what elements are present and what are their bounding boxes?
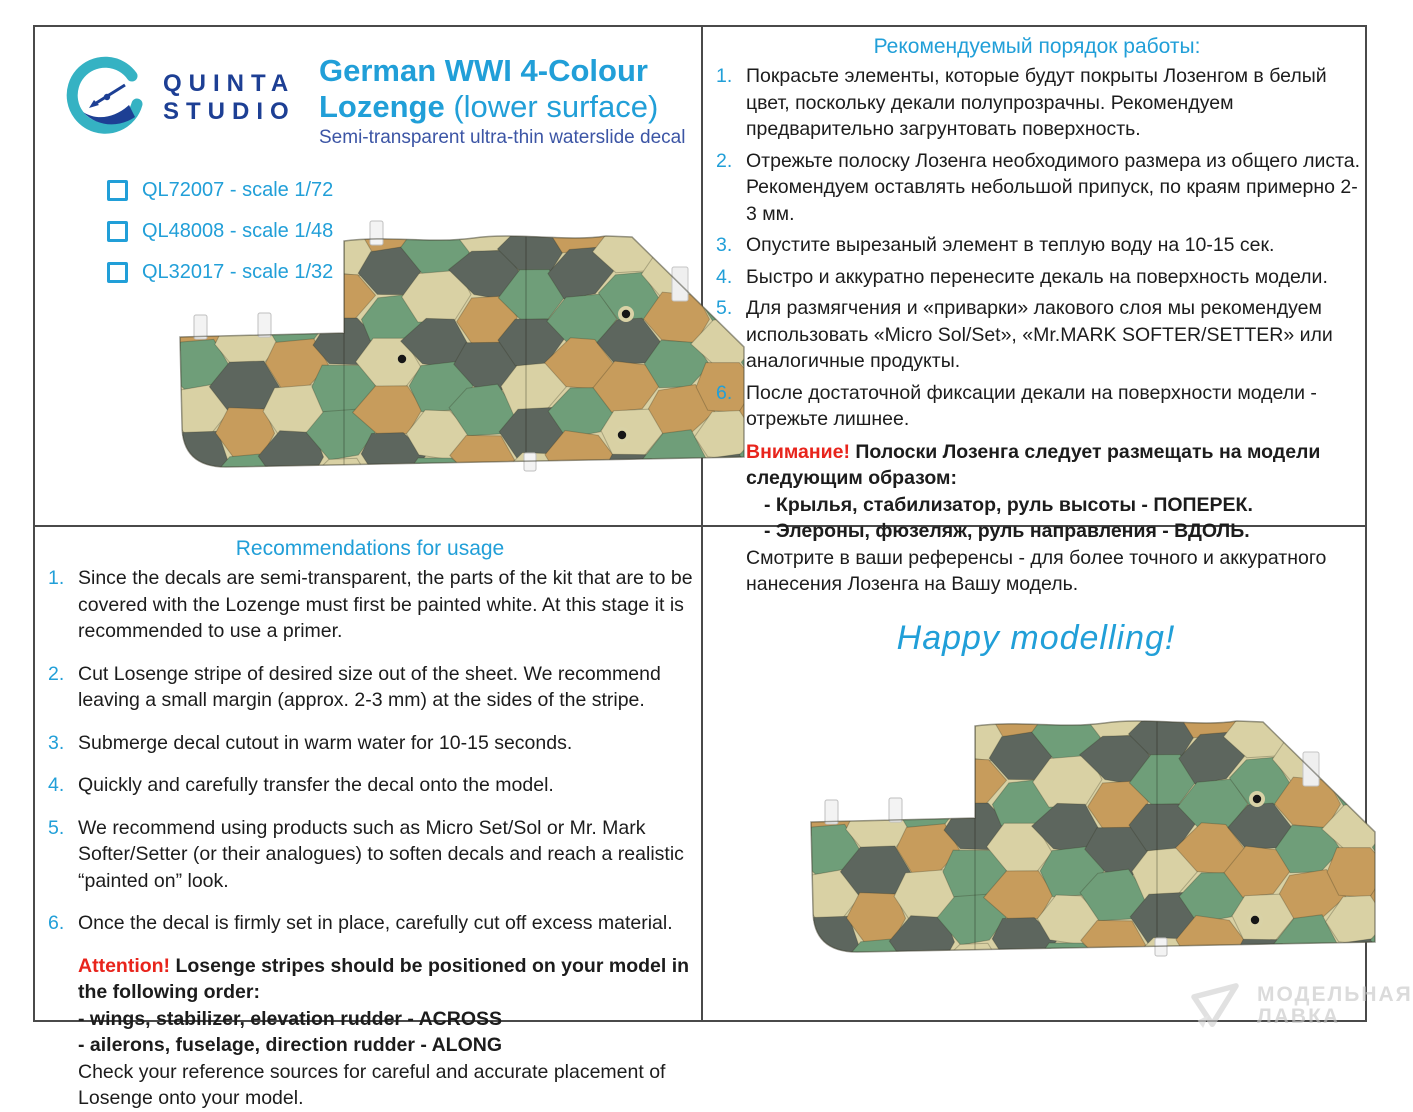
instructions-ru-panel [703, 27, 1369, 525]
lozenge-decal-photo-bottom [805, 694, 1371, 972]
product-row [107, 179, 333, 202]
ru-attention-item: - Крылья, стабилизатор, руль высоты - ПОПЕРЕК. [746, 492, 1361, 519]
step-item [45, 910, 695, 937]
product-checkbox[interactable] [107, 262, 128, 283]
step-item [45, 730, 695, 757]
en-attention-block [45, 953, 695, 1112]
header-panel [35, 27, 701, 525]
ru-attention-note: Смотрите в ваши референсы - для более точного и аккуратного нанесения Лозенга на Вашу модель. [746, 545, 1361, 598]
step-item [713, 295, 1361, 375]
step-text: Quickly and carefully transfer the decal onto the model. [78, 774, 554, 796]
en-attention-note: Check your reference sources for careful and accurate placement of Losenge onto your model. [78, 1059, 695, 1112]
watermark-logo-icon [1183, 978, 1247, 1034]
step-text: После достаточной фиксации декали на поверхности модели - отрежьте лишнее. [746, 382, 1317, 431]
happy-modelling-text: Happy modelling! [703, 619, 1369, 658]
attention-label: Attention! [78, 955, 170, 977]
step-item [45, 815, 695, 895]
step-item [45, 661, 695, 714]
title-line2: Lozenge (lower surface) [319, 89, 689, 125]
step-number: 5. [48, 815, 64, 842]
product-checkbox[interactable] [107, 221, 128, 242]
step-text: Cut Losenge stripe of desired size out of the sheet. We recommend leaving a small margin (approx. 2-3 mm) at the sides of the stripe. [78, 663, 661, 712]
lozenge-decal-photo-top [174, 209, 701, 487]
instructions-en-panel [35, 527, 701, 1024]
product-title [319, 53, 689, 149]
step-number: 5. [716, 295, 732, 322]
step-number: 4. [716, 264, 732, 291]
step-item [45, 565, 695, 645]
step-number: 4. [48, 772, 64, 799]
step-text: Покрасьте элементы, которые будут покрыты Лозенгом в белый цвет, поскольку декали полупрозрачны. Рекомендуем предварительно загрунтовать поверхность. [746, 65, 1327, 140]
product-label: QL72007 - scale 1/72 [142, 179, 333, 202]
step-text: Once the decal is firmly set in place, carefully cut off excess material. [78, 912, 673, 934]
step-number: 1. [48, 565, 64, 592]
product-label: QL48008 - scale 1/48 [142, 220, 333, 243]
footer-panel [703, 527, 1369, 1024]
step-text: Опустите вырезаный элемент в теплую воду на 10-15 сек. [746, 234, 1274, 256]
attention-label: Внимание! [746, 441, 850, 463]
step-item [713, 380, 1361, 433]
ru-attention-item: - Элероны, фюзеляж, руль направления - ВДОЛЬ. [746, 518, 1361, 545]
step-number: 3. [716, 232, 732, 259]
step-number: 6. [48, 910, 64, 937]
en-attention-head: Attention! Losenge stripes should be positioned on your model in the following order: [78, 953, 695, 1006]
watermark-text: МОДЕЛЬНАЯ ЛАВКА [1257, 984, 1413, 1028]
step-item [713, 148, 1361, 228]
quinta-studio-icon [63, 55, 149, 141]
step-number: 1. [716, 63, 732, 90]
product-checkbox[interactable] [107, 180, 128, 201]
step-number: 2. [716, 148, 732, 175]
shop-watermark [1183, 978, 1413, 1034]
brand-name: QUINTA STUDIO [163, 70, 296, 127]
ru-attention-head: Внимание! Полоски Лозенга следует размещать на модели следующим образом: [746, 439, 1361, 492]
title-subtitle: Semi-transparent ultra-thin waterslide decal [319, 127, 689, 149]
ru-step-list [713, 63, 1361, 433]
step-number: 3. [48, 730, 64, 757]
step-text: We recommend using products such as Micro Set/Sol or Mr. Mark Softer/Setter (or their analogues) to soften decals and reach a realistic “painted on” look. [78, 817, 684, 892]
ru-heading: Рекомендуемый порядок работы: [713, 35, 1361, 59]
en-attention-item: - ailerons, fuselage, direction rudder - ALONG [78, 1032, 695, 1059]
en-attention-item: - wings, stabilizer, elevation rudder - ACROSS [78, 1006, 695, 1033]
title-line1: German WWI 4-Colour [319, 53, 689, 89]
step-text: Отрежьте полоску Лозенга необходимого размера из общего листа. Рекомендуем оставлять небольшой припуск, по краям примерно 2-3 мм. [746, 150, 1360, 225]
step-text: Since the decals are semi-transparent, the parts of the kit that are to be covered with the Lozenge must first be painted white. At this stage it is recommended to use a primer. [78, 567, 693, 642]
step-item [713, 264, 1361, 291]
step-text: Для размягчения и «приварки» лакового слоя мы рекомендуем использовать «Micro Sol/Set», «Mr.MARK SOFTER/SETTER» или аналогичные продукты. [746, 297, 1333, 372]
step-text: Быстро и аккуратно перенесите декаль на поверхность модели. [746, 266, 1328, 288]
en-heading: Recommendations for usage [45, 537, 695, 561]
step-number: 2. [48, 661, 64, 688]
brand-logo [63, 55, 296, 141]
sheet-frame [33, 25, 1367, 1022]
product-label: QL32017 - scale 1/32 [142, 261, 333, 284]
step-number: 6. [716, 380, 732, 407]
step-text: Submerge decal cutout in warm water for 10-15 seconds. [78, 732, 572, 754]
step-item [713, 63, 1361, 143]
step-item [713, 232, 1361, 259]
step-item [45, 772, 695, 799]
en-step-list [45, 565, 695, 937]
